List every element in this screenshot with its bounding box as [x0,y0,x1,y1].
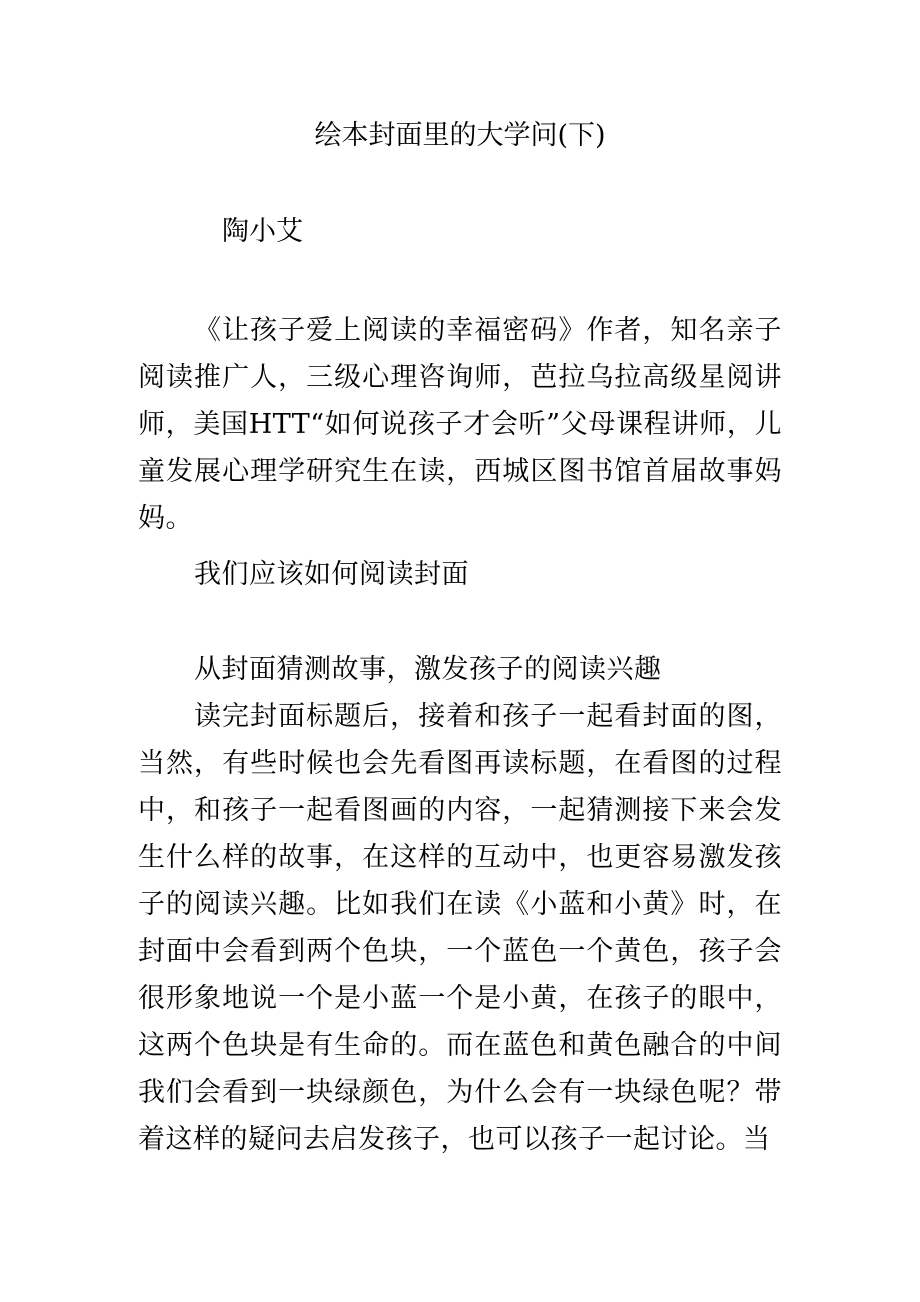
section-heading: 我们应该如何阅读封面 [194,559,469,590]
body-paragraph: 读完封面标题后，接着和孩子一起看封面的图，当然，有些时候也会先看图再读标题，在看图的过程中，和孩子一起看图画的内容，一起猜测接下来会发生什么样的故事，在这样的互动中，也更容易激发孩子的阅读兴趣。比如我们在读《小蓝和小黄》时，在封面中会看到两个色块，一个蓝色一个黄色，孩子会很形象地说一个是小蓝一个是小黄，在孩子的眼中，这两个色块是有生命的。而在蓝色和黄色融合的中间我们会看到一块绿颜色，为什么会有一块绿色呢？带着这样的疑问去启发孩子，也可以孩子一起讨论。当 [138,701,782,1155]
subsection-heading: 从封面猜测故事，激发孩子的阅读兴趣 [194,654,662,685]
author-bio-paragraph: 《让孩子爱上阅读的幸福密码》作者，知名亲子阅读推广人，三级心理咨询师，芭拉乌拉高级星阅讲师，美国HTT“如何说孩子才会听”父母课程讲师，儿童发展心理学研究生在读，西城区图书馆首届故事妈妈。 [138,315,782,534]
author-name: 陶小艾 [222,216,303,247]
page-title: 绘本封面里的大学问(下) [314,120,606,151]
